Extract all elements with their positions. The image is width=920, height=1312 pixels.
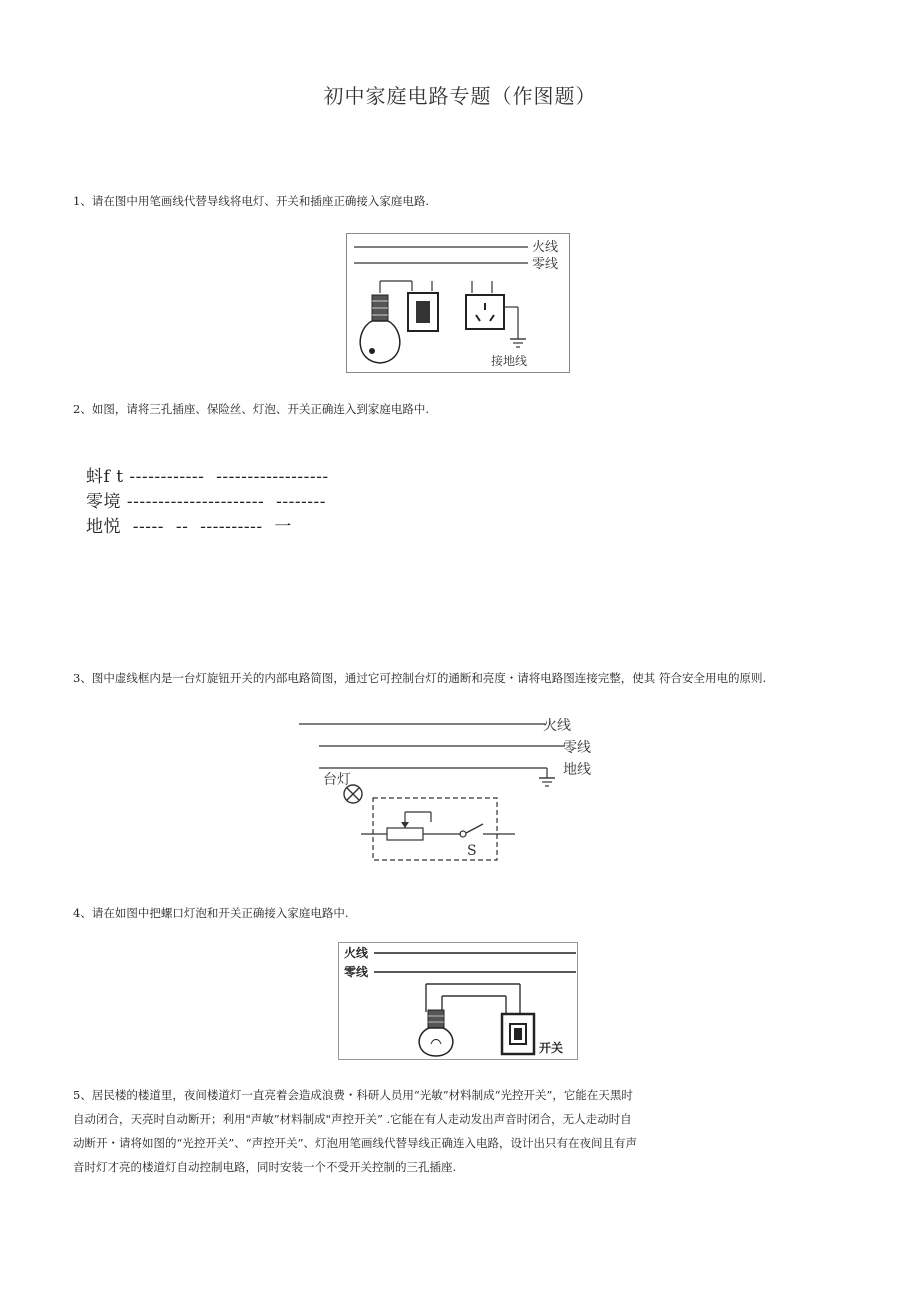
ground-wire-label: 接地线 — [491, 354, 528, 368]
neutral-line-text: 零境 ---------------------- -------- — [86, 492, 327, 512]
question-1-text: 1、请在图中用笔画线代替导线将电灯、开关和插座正确接入家庭电路. — [73, 194, 429, 208]
live-label: 火线 — [344, 946, 369, 960]
question-5-text — [73, 1083, 713, 1179]
switch-label: 开关 — [539, 1041, 564, 1055]
wall-switch-icon — [408, 281, 438, 331]
neutral-label: 零线 — [532, 257, 559, 272]
ground-label: 地线 — [563, 762, 591, 778]
question-3-figure — [277, 712, 639, 868]
switch-s-icon — [460, 824, 515, 837]
ground-line-text: 地悦 ----- -- ---------- 一 — [86, 517, 292, 537]
question-5-line: 音时灯才亮的楼道灯自动控制电路，同时安装一个不受开关控制的三孔插座. — [73, 1160, 457, 1174]
question-5-line: 动断开・请将如图的“光控开关”、“声控开关”、灯泡用笔画线代替导线正确连入电路，设计出只有在夜间且有声 — [73, 1136, 638, 1150]
lamp-symbol-icon — [344, 785, 362, 803]
question-5-line: 自动闭合，天亮时自动断开；利用"声敏”材料制成"声控开关” .它能在有人走动发出声音时闭合，无人走动时自 — [73, 1112, 632, 1126]
ground-symbol-icon — [539, 768, 555, 786]
wall-switch-icon — [502, 1014, 534, 1054]
question-2-text: 2、如图，请将三孔插座、保险丝、灯泡、开关正确连入到家庭电路中. — [73, 402, 429, 416]
knob-switch-box — [373, 798, 497, 860]
neutral-label: 零线 — [344, 965, 369, 979]
question-1-figure — [346, 233, 570, 373]
live-line-text: 蚪f t ------------ ------------------ — [86, 467, 329, 487]
three-hole-socket-icon — [466, 281, 526, 347]
page-title: 初中家庭电路专题（作图题） — [323, 84, 597, 108]
live-label: 火线 — [543, 718, 571, 734]
switch-label: S — [467, 843, 477, 859]
neutral-label: 零线 — [563, 740, 591, 756]
question-3-text: 3、图中虚线框内是一台灯旋钮开关的内部电路简图，通过它可控制台灯的通断和亮度・请将电路图连接完整，使其 符合安全用电的原则. — [73, 671, 767, 685]
live-label: 火线 — [532, 240, 559, 255]
question-4-text: 4、请在如图中把螺口灯泡和开关正确接入家庭电路中. — [73, 906, 349, 920]
question-4-figure — [338, 942, 578, 1060]
rheostat-icon — [361, 812, 461, 840]
lamp-label: 台灯 — [323, 772, 351, 788]
question-5-line: 5、居民楼的楼道里，夜间楼道灯一直亮着会造成浪费・科研人员用“光敏”材料制成“光控开关”，它能在天黑时 — [73, 1088, 633, 1102]
light-bulb-icon — [360, 281, 412, 363]
